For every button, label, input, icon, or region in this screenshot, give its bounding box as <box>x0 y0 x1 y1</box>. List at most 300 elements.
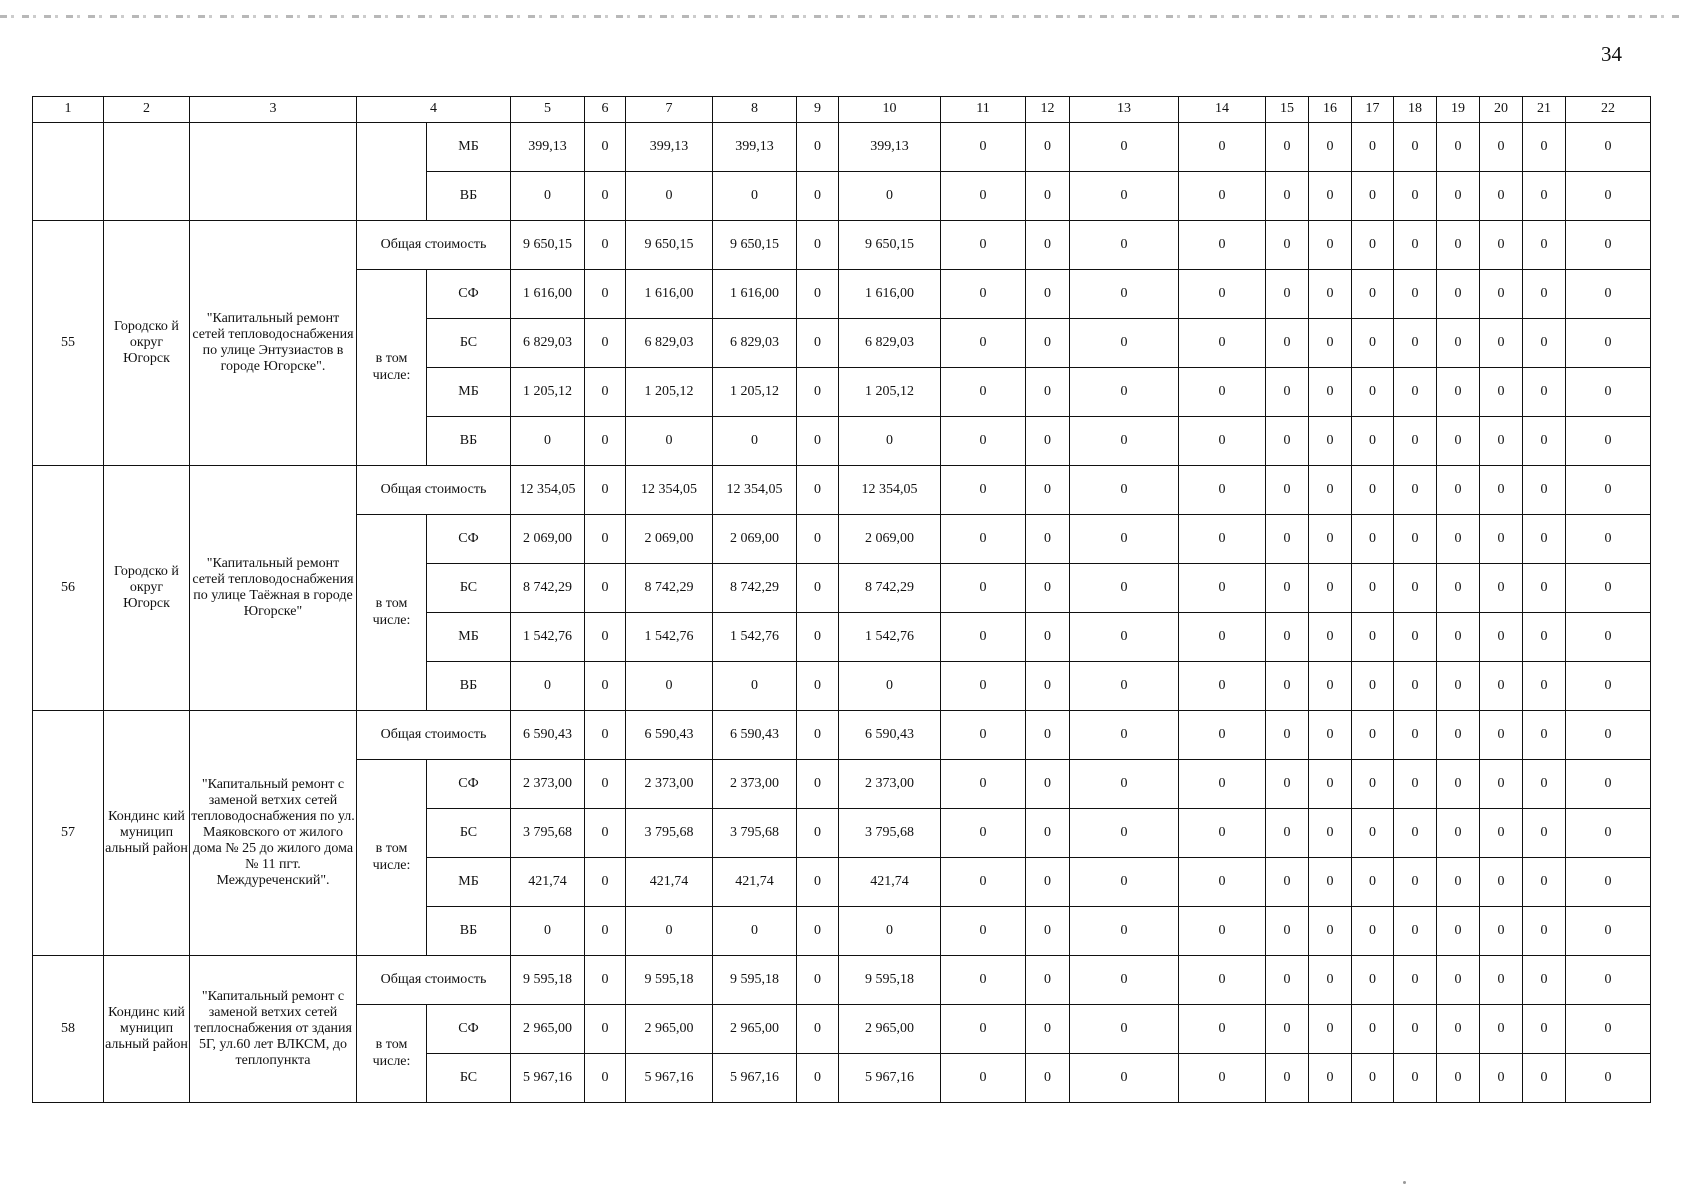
project-name: "Капитальный ремонт сетей тепловодоснабжения по улице Таёжная в городе Югорске" <box>190 466 357 711</box>
value-cell: 0 <box>1309 172 1352 221</box>
value-cell: 0 <box>1480 270 1523 319</box>
funding-source: МБ <box>427 123 511 172</box>
value-cell: 9 650,15 <box>626 221 713 270</box>
including-label: в том числе: <box>357 515 427 711</box>
value-cell: 0 <box>1566 662 1651 711</box>
value-cell: 1 616,00 <box>713 270 797 319</box>
value-cell: 0 <box>1566 123 1651 172</box>
value-cell: 5 967,16 <box>839 1054 941 1103</box>
value-cell: 0 <box>1480 711 1523 760</box>
value-cell: 1 542,76 <box>511 613 585 662</box>
value-cell: 0 <box>1026 1054 1070 1103</box>
value-cell: 0 <box>1179 466 1266 515</box>
value-cell: 0 <box>1480 221 1523 270</box>
funding-source: МБ <box>427 368 511 417</box>
value-cell: 0 <box>1026 564 1070 613</box>
value-cell: 0 <box>1179 1005 1266 1054</box>
value-cell: 0 <box>713 172 797 221</box>
value-cell: 0 <box>1070 760 1179 809</box>
value-cell: 2 965,00 <box>713 1005 797 1054</box>
value-cell: 0 <box>1266 662 1309 711</box>
value-cell: 0 <box>713 662 797 711</box>
value-cell: 0 <box>941 662 1026 711</box>
value-cell: 0 <box>1566 515 1651 564</box>
value-cell: 0 <box>1309 221 1352 270</box>
value-cell: 0 <box>1266 711 1309 760</box>
value-cell: 0 <box>1523 907 1566 956</box>
funding-source: СФ <box>427 515 511 564</box>
value-cell: 0 <box>1566 1054 1651 1103</box>
value-cell: 0 <box>1026 319 1070 368</box>
value-cell: 399,13 <box>713 123 797 172</box>
value-cell: 0 <box>1309 564 1352 613</box>
value-cell: 0 <box>1394 760 1437 809</box>
value-cell: 0 <box>1026 368 1070 417</box>
value-cell: 0 <box>797 858 839 907</box>
column-number: 8 <box>713 97 797 123</box>
column-number: 14 <box>1179 97 1266 123</box>
value-cell: 0 <box>1566 564 1651 613</box>
value-cell: 0 <box>941 417 1026 466</box>
municipality-name: Городско й округ Югорск <box>104 466 190 711</box>
scan-dot <box>1403 1181 1406 1184</box>
value-cell: 2 965,00 <box>626 1005 713 1054</box>
value-cell: 0 <box>1566 760 1651 809</box>
value-cell: 0 <box>1070 711 1179 760</box>
value-cell: 0 <box>1266 466 1309 515</box>
value-cell: 0 <box>1523 466 1566 515</box>
value-cell: 0 <box>1070 907 1179 956</box>
value-cell: 2 069,00 <box>511 515 585 564</box>
value-cell: 0 <box>1437 123 1480 172</box>
value-cell: 0 <box>1394 221 1437 270</box>
value-cell: 0 <box>797 319 839 368</box>
project-number: 55 <box>33 221 104 466</box>
value-cell: 0 <box>941 760 1026 809</box>
value-cell: 0 <box>797 221 839 270</box>
value-cell: 6 829,03 <box>511 319 585 368</box>
value-cell: 9 595,18 <box>626 956 713 1005</box>
value-cell: 0 <box>1566 466 1651 515</box>
value-cell: 0 <box>1437 809 1480 858</box>
value-cell: 0 <box>1179 711 1266 760</box>
including-cell <box>357 123 427 221</box>
value-cell: 0 <box>941 319 1026 368</box>
value-cell: 0 <box>1309 907 1352 956</box>
value-cell: 1 205,12 <box>839 368 941 417</box>
value-cell: 12 354,05 <box>839 466 941 515</box>
value-cell: 0 <box>1070 123 1179 172</box>
funding-source: БС <box>427 1054 511 1103</box>
column-number: 4 <box>357 97 511 123</box>
value-cell: 0 <box>1394 711 1437 760</box>
value-cell: 0 <box>1352 221 1394 270</box>
value-cell: 8 742,29 <box>839 564 941 613</box>
value-cell: 0 <box>1437 1054 1480 1103</box>
value-cell: 0 <box>1026 270 1070 319</box>
value-cell: 0 <box>585 368 626 417</box>
value-cell: 0 <box>1566 613 1651 662</box>
value-cell: 0 <box>511 172 585 221</box>
value-cell: 0 <box>1352 515 1394 564</box>
value-cell: 0 <box>1480 907 1523 956</box>
project-name-cell <box>190 123 357 221</box>
value-cell: 0 <box>1070 466 1179 515</box>
column-number: 19 <box>1437 97 1480 123</box>
value-cell: 0 <box>1266 956 1309 1005</box>
value-cell: 0 <box>1352 564 1394 613</box>
value-cell: 0 <box>1266 319 1309 368</box>
value-cell: 0 <box>1070 809 1179 858</box>
value-cell: 0 <box>585 907 626 956</box>
value-cell: 0 <box>1352 662 1394 711</box>
value-cell: 3 795,68 <box>626 809 713 858</box>
value-cell: 0 <box>1026 907 1070 956</box>
value-cell: 0 <box>1179 221 1266 270</box>
value-cell: 6 590,43 <box>511 711 585 760</box>
value-cell: 0 <box>941 270 1026 319</box>
scan-edge-artifact <box>0 15 1682 18</box>
value-cell: 5 967,16 <box>511 1054 585 1103</box>
column-number: 9 <box>797 97 839 123</box>
value-cell: 8 742,29 <box>626 564 713 613</box>
value-cell: 0 <box>1309 662 1352 711</box>
value-cell: 0 <box>1070 417 1179 466</box>
value-cell: 0 <box>1026 172 1070 221</box>
value-cell: 0 <box>1437 319 1480 368</box>
value-cell: 9 650,15 <box>839 221 941 270</box>
value-cell: 0 <box>626 662 713 711</box>
value-cell: 0 <box>1437 956 1480 1005</box>
value-cell: 0 <box>941 123 1026 172</box>
value-cell: 0 <box>1070 319 1179 368</box>
project-name: "Капитальный ремонт с заменой ветхих сетей теплоснабжения от здания 5Г, ул.60 лет ВЛКСМ, до теплопункта <box>190 956 357 1103</box>
value-cell: 0 <box>1394 858 1437 907</box>
value-cell: 3 795,68 <box>713 809 797 858</box>
value-cell: 0 <box>1026 466 1070 515</box>
value-cell: 1 542,76 <box>713 613 797 662</box>
column-number: 22 <box>1566 97 1651 123</box>
value-cell: 0 <box>797 564 839 613</box>
value-cell: 0 <box>941 1005 1026 1054</box>
value-cell: 0 <box>797 809 839 858</box>
project-number: 58 <box>33 956 104 1103</box>
value-cell: 0 <box>1179 1054 1266 1103</box>
value-cell: 0 <box>797 662 839 711</box>
value-cell: 421,74 <box>713 858 797 907</box>
value-cell: 0 <box>585 613 626 662</box>
value-cell: 0 <box>1437 858 1480 907</box>
value-cell: 0 <box>1566 711 1651 760</box>
value-cell: 0 <box>839 417 941 466</box>
value-cell: 0 <box>797 515 839 564</box>
value-cell: 0 <box>1179 956 1266 1005</box>
value-cell: 0 <box>797 123 839 172</box>
value-cell: 0 <box>1179 662 1266 711</box>
column-number: 12 <box>1026 97 1070 123</box>
project-number: 57 <box>33 711 104 956</box>
value-cell: 399,13 <box>839 123 941 172</box>
value-cell: 0 <box>585 270 626 319</box>
value-cell: 0 <box>941 858 1026 907</box>
value-cell: 0 <box>1394 662 1437 711</box>
table-row-total <box>33 221 1651 270</box>
value-cell: 0 <box>797 417 839 466</box>
value-cell: 0 <box>1309 711 1352 760</box>
value-cell: 9 595,18 <box>511 956 585 1005</box>
value-cell: 0 <box>585 319 626 368</box>
value-cell: 3 795,68 <box>839 809 941 858</box>
column-number: 7 <box>626 97 713 123</box>
funding-source: СФ <box>427 1005 511 1054</box>
value-cell: 0 <box>1523 1005 1566 1054</box>
value-cell: 0 <box>511 907 585 956</box>
value-cell: 0 <box>1352 1054 1394 1103</box>
value-cell: 12 354,05 <box>713 466 797 515</box>
value-cell: 0 <box>1523 809 1566 858</box>
value-cell: 0 <box>1523 123 1566 172</box>
value-cell: 0 <box>1026 858 1070 907</box>
column-number: 6 <box>585 97 626 123</box>
value-cell: 0 <box>1026 221 1070 270</box>
value-cell: 0 <box>1437 1005 1480 1054</box>
value-cell: 9 650,15 <box>511 221 585 270</box>
total-cost-label: Общая стоимость <box>357 711 511 760</box>
value-cell: 0 <box>1309 858 1352 907</box>
value-cell: 0 <box>1352 809 1394 858</box>
value-cell: 5 967,16 <box>713 1054 797 1103</box>
value-cell: 0 <box>1523 662 1566 711</box>
value-cell: 0 <box>1566 417 1651 466</box>
value-cell: 421,74 <box>511 858 585 907</box>
value-cell: 0 <box>1179 270 1266 319</box>
value-cell: 0 <box>626 907 713 956</box>
value-cell: 0 <box>1437 613 1480 662</box>
value-cell: 0 <box>1523 564 1566 613</box>
column-number: 21 <box>1523 97 1566 123</box>
value-cell: 0 <box>1394 956 1437 1005</box>
total-cost-label: Общая стоимость <box>357 956 511 1005</box>
column-number: 13 <box>1070 97 1179 123</box>
funding-source: МБ <box>427 613 511 662</box>
value-cell: 0 <box>1523 858 1566 907</box>
value-cell: 9 595,18 <box>839 956 941 1005</box>
value-cell: 0 <box>1026 956 1070 1005</box>
value-cell: 0 <box>1352 417 1394 466</box>
value-cell: 0 <box>713 907 797 956</box>
value-cell: 1 616,00 <box>511 270 585 319</box>
value-cell: 0 <box>1480 319 1523 368</box>
value-cell: 0 <box>1179 760 1266 809</box>
value-cell: 0 <box>1179 123 1266 172</box>
funding-source: СФ <box>427 760 511 809</box>
value-cell: 0 <box>626 417 713 466</box>
value-cell: 0 <box>1309 270 1352 319</box>
value-cell: 1 542,76 <box>839 613 941 662</box>
value-cell: 0 <box>1523 760 1566 809</box>
value-cell: 0 <box>1480 123 1523 172</box>
value-cell: 399,13 <box>511 123 585 172</box>
value-cell: 0 <box>585 466 626 515</box>
value-cell: 0 <box>1352 270 1394 319</box>
value-cell: 0 <box>1026 123 1070 172</box>
value-cell: 0 <box>1480 564 1523 613</box>
value-cell: 6 829,03 <box>713 319 797 368</box>
value-cell: 0 <box>797 956 839 1005</box>
value-cell: 0 <box>1026 1005 1070 1054</box>
value-cell: 0 <box>941 613 1026 662</box>
value-cell: 0 <box>1523 417 1566 466</box>
value-cell: 0 <box>1070 956 1179 1005</box>
value-cell: 0 <box>1179 368 1266 417</box>
value-cell: 2 373,00 <box>511 760 585 809</box>
value-cell: 0 <box>1266 564 1309 613</box>
value-cell: 0 <box>1309 368 1352 417</box>
value-cell: 8 742,29 <box>511 564 585 613</box>
value-cell: 6 829,03 <box>626 319 713 368</box>
municipality-name: Кондинс кий муницип альный район <box>104 956 190 1103</box>
value-cell: 2 069,00 <box>839 515 941 564</box>
value-cell: 0 <box>1352 1005 1394 1054</box>
funding-source: БС <box>427 319 511 368</box>
value-cell: 1 205,12 <box>713 368 797 417</box>
value-cell: 0 <box>1352 466 1394 515</box>
value-cell: 0 <box>1309 809 1352 858</box>
value-cell: 0 <box>1266 1005 1309 1054</box>
value-cell: 2 965,00 <box>839 1005 941 1054</box>
value-cell: 0 <box>1266 417 1309 466</box>
value-cell: 0 <box>1566 907 1651 956</box>
value-cell: 0 <box>1352 123 1394 172</box>
value-cell: 6 590,43 <box>713 711 797 760</box>
funding-source: ВБ <box>427 172 511 221</box>
value-cell: 0 <box>1480 1054 1523 1103</box>
value-cell: 0 <box>1309 466 1352 515</box>
value-cell: 0 <box>941 172 1026 221</box>
value-cell: 0 <box>1566 858 1651 907</box>
value-cell: 0 <box>1480 662 1523 711</box>
value-cell: 0 <box>1026 515 1070 564</box>
value-cell: 0 <box>1566 221 1651 270</box>
value-cell: 0 <box>1352 613 1394 662</box>
value-cell: 0 <box>1070 270 1179 319</box>
value-cell: 0 <box>1309 123 1352 172</box>
value-cell: 3 795,68 <box>511 809 585 858</box>
value-cell: 0 <box>1480 956 1523 1005</box>
value-cell: 0 <box>1179 319 1266 368</box>
value-cell: 0 <box>797 760 839 809</box>
value-cell: 1 616,00 <box>839 270 941 319</box>
value-cell: 0 <box>1480 760 1523 809</box>
funding-source: МБ <box>427 858 511 907</box>
value-cell: 0 <box>797 368 839 417</box>
column-number: 5 <box>511 97 585 123</box>
value-cell: 0 <box>1437 760 1480 809</box>
value-cell: 0 <box>585 1005 626 1054</box>
value-cell: 0 <box>626 172 713 221</box>
value-cell: 0 <box>1266 809 1309 858</box>
column-number: 11 <box>941 97 1026 123</box>
value-cell: 0 <box>1437 662 1480 711</box>
value-cell: 0 <box>585 564 626 613</box>
value-cell: 0 <box>1352 858 1394 907</box>
value-cell: 0 <box>1523 1054 1566 1103</box>
value-cell: 0 <box>1309 613 1352 662</box>
value-cell: 0 <box>585 760 626 809</box>
column-number: 16 <box>1309 97 1352 123</box>
value-cell: 0 <box>1523 613 1566 662</box>
value-cell: 8 742,29 <box>713 564 797 613</box>
value-cell: 0 <box>1437 368 1480 417</box>
value-cell: 0 <box>839 662 941 711</box>
value-cell: 0 <box>1266 760 1309 809</box>
including-label: в том числе: <box>357 270 427 466</box>
value-cell: 0 <box>1480 515 1523 564</box>
value-cell: 0 <box>797 1054 839 1103</box>
value-cell: 0 <box>1070 662 1179 711</box>
value-cell: 0 <box>1394 368 1437 417</box>
value-cell: 0 <box>797 613 839 662</box>
value-cell: 0 <box>1480 172 1523 221</box>
value-cell: 0 <box>1309 1005 1352 1054</box>
value-cell: 0 <box>1266 123 1309 172</box>
value-cell: 0 <box>1394 417 1437 466</box>
value-cell: 421,74 <box>839 858 941 907</box>
value-cell: 0 <box>1026 662 1070 711</box>
value-cell: 0 <box>585 956 626 1005</box>
value-cell: 0 <box>1266 172 1309 221</box>
value-cell: 0 <box>585 858 626 907</box>
value-cell: 0 <box>1309 956 1352 1005</box>
value-cell: 0 <box>941 564 1026 613</box>
column-number: 20 <box>1480 97 1523 123</box>
value-cell: 0 <box>1523 956 1566 1005</box>
value-cell: 0 <box>1437 417 1480 466</box>
municipality-name: Городско й округ Югорск <box>104 221 190 466</box>
value-cell: 0 <box>1266 907 1309 956</box>
value-cell: 0 <box>1523 515 1566 564</box>
value-cell: 2 069,00 <box>713 515 797 564</box>
value-cell: 0 <box>1523 172 1566 221</box>
value-cell: 0 <box>941 515 1026 564</box>
value-cell: 0 <box>1266 858 1309 907</box>
value-cell: 0 <box>941 907 1026 956</box>
value-cell: 0 <box>797 907 839 956</box>
value-cell: 12 354,05 <box>511 466 585 515</box>
value-cell: 1 205,12 <box>626 368 713 417</box>
value-cell: 0 <box>1437 564 1480 613</box>
value-cell: 399,13 <box>626 123 713 172</box>
value-cell: 0 <box>1179 613 1266 662</box>
value-cell: 0 <box>1437 907 1480 956</box>
column-number: 10 <box>839 97 941 123</box>
value-cell: 0 <box>1394 1054 1437 1103</box>
value-cell: 0 <box>1309 417 1352 466</box>
funding-source: БС <box>427 809 511 858</box>
funding-source: СФ <box>427 270 511 319</box>
value-cell: 0 <box>1266 515 1309 564</box>
value-cell: 6 590,43 <box>626 711 713 760</box>
value-cell: 0 <box>1394 123 1437 172</box>
value-cell: 0 <box>1480 858 1523 907</box>
value-cell: 0 <box>1394 1005 1437 1054</box>
value-cell: 0 <box>511 662 585 711</box>
value-cell: 0 <box>585 515 626 564</box>
value-cell: 0 <box>1266 270 1309 319</box>
table-row-total <box>33 956 1651 1005</box>
value-cell: 0 <box>1437 172 1480 221</box>
value-cell: 0 <box>585 711 626 760</box>
